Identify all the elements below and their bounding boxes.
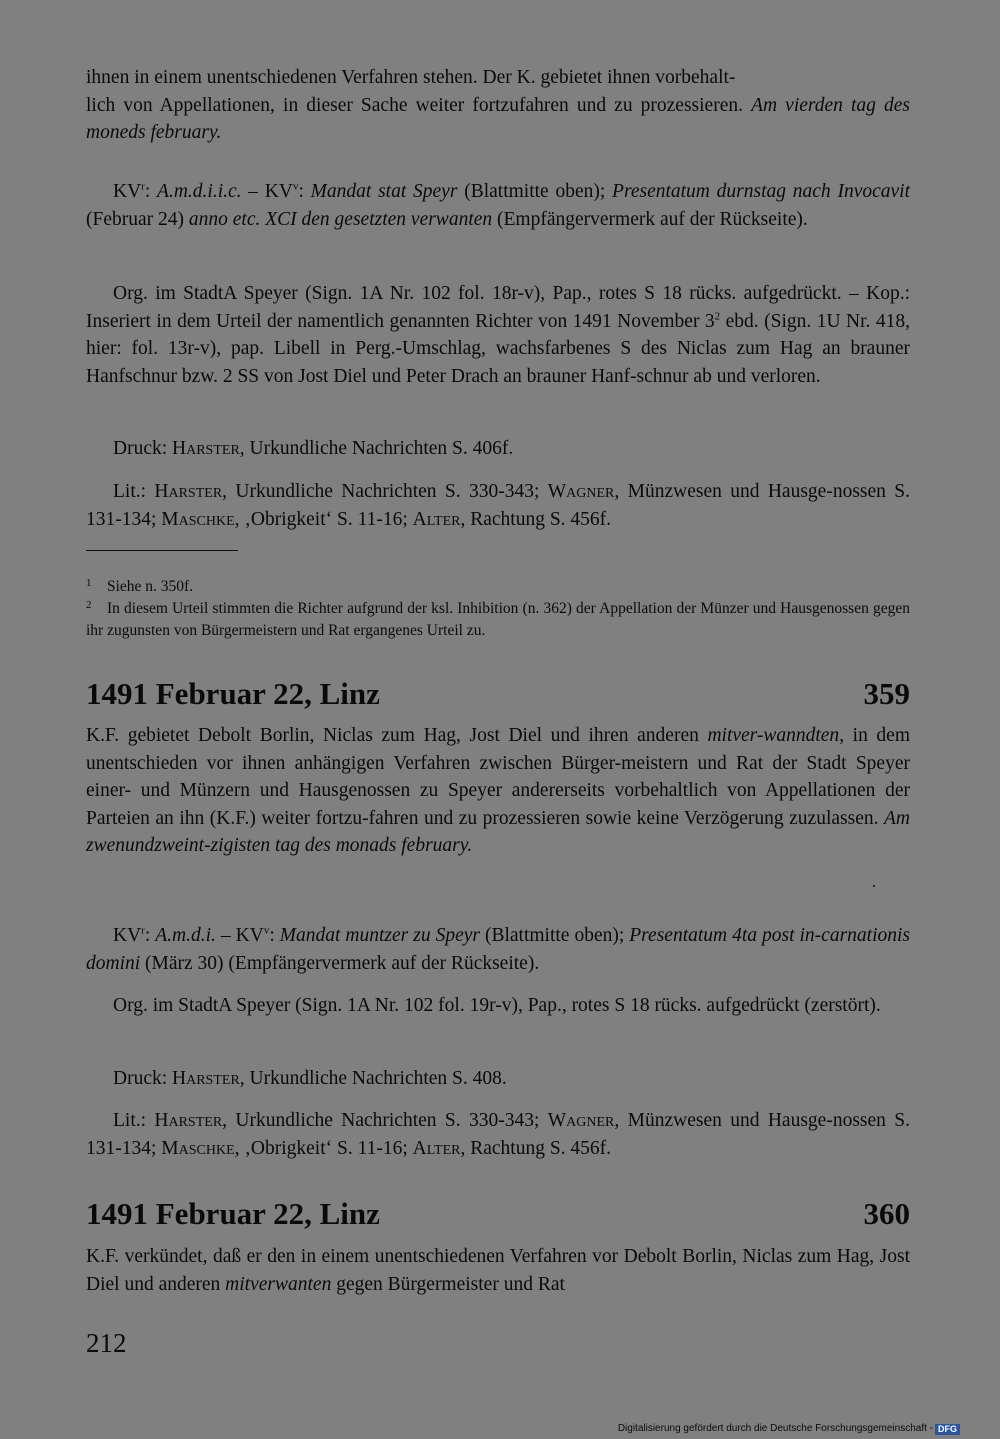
lit-author: Wagner <box>547 1110 615 1131</box>
lit-ref: , Rachtung S. 456f. <box>460 1137 612 1159</box>
lit-ref: , Rachtung S. 456f. <box>460 508 612 530</box>
dfg-credit-text: Digitalisierung gefördert durch die Deutsche Forschungsgemeinschaft - <box>617 1423 933 1434</box>
footnote-mark: 2 <box>86 599 92 611</box>
lit-label: Lit.: <box>113 481 155 502</box>
kv-recto-sup: r <box>141 180 145 193</box>
org-note-359 <box>86 992 910 1020</box>
footnote-2 <box>86 598 910 642</box>
page-number: 212 <box>86 1328 127 1358</box>
org-text-a: Org. im StadtA Speyer (Sign. 1A Nr. 102 fol. 18r-v), Pap., rotes S 18 rücks. aufgedrückt. – Kop.: Inseriert in dem Urteil der namentlich genannten Richter von 1491 November 3 <box>86 283 910 332</box>
kv-note-359: $KV^r$: A.m.d.i. – $KV^v$: Mandat muntzer zu Speyr (Blattmitte oben); Presentatum 4ta post in-carnationis domini (März 30) (Empfängervermerk auf der Rückseite). <box>86 924 911 974</box>
kv-recto-label: KV <box>113 181 142 202</box>
kv-verso-label: – KV <box>215 925 264 946</box>
entry-date-place: 1491 Februar 22, Linz <box>86 676 380 711</box>
druck-label: Druck: <box>113 438 173 459</box>
continuation-line-1: ihnen in einem unentschiedenen Verfahren stehen. Der K. gebietet ihnen vorbehalt- <box>86 67 736 88</box>
kv-recto-text: A.m.d.i.i.c. <box>157 181 242 202</box>
druck-ref: , Urkundliche Nachrichten S. 408. <box>239 1068 507 1089</box>
lit-author: Alter <box>412 1137 461 1159</box>
entry-heading-360 <box>86 1196 910 1232</box>
regest-date: Am zwenundzweint-zigisten tag des monads february. <box>86 807 910 856</box>
continuation-paragraph <box>86 64 910 147</box>
footnote-text: In diesem Urteil stimmten die Richter aufgrund der ksl. Inhibition (n. 362) der Appellation der Münzer und Hausgenossen gegen ihr zugunsten von Bürgermeistern und Rat ergangenes Urteil zu. <box>86 600 910 639</box>
lit-author: Wagner <box>547 481 615 502</box>
kv-verso-label: – KV <box>241 181 293 202</box>
lit-ref: , Münzwesen und Hausge-nossen S. 131-134; <box>86 1110 910 1159</box>
empfaenger-note: (März 30) (Empfängervermerk auf der Rückseite). <box>140 952 540 974</box>
anno-text: anno etc. XCI den gesetzten verwanten <box>188 208 493 230</box>
kv-verso-text: Mandat stat Speyr <box>310 181 458 202</box>
regest-quote: mitver-wanndten <box>707 725 840 746</box>
footnote-text: Siehe n. 350f. <box>107 578 194 595</box>
lit-ref: , ‚Obrigkeit‘ S. 11-16; <box>234 508 413 530</box>
footnote-ref-2[interactable]: 2 <box>714 310 721 322</box>
lit-author: Harster <box>154 481 223 502</box>
entry-359-regest <box>86 722 910 860</box>
kv-position: (Blattmitte oben); <box>457 181 613 202</box>
lit-ref: , Münzwesen und Hausge-nossen S. 131-134; <box>86 481 910 530</box>
scan-speck <box>873 885 875 887</box>
regest-text: gegen Bürgermeister und Rat <box>331 1273 565 1295</box>
kv-recto-sup: r <box>141 924 145 937</box>
footnote-separator <box>86 550 238 551</box>
lit-author: Maschke <box>161 508 235 530</box>
druck-note-358 <box>86 435 910 463</box>
footnote-1 <box>86 576 910 598</box>
kv-recto-label: KV <box>113 925 142 946</box>
lit-ref: , Urkundliche Nachrichten S. 330-343; <box>222 1110 548 1131</box>
lit-author: Maschke <box>161 1137 235 1159</box>
regest-text: , in dem unentschieden vor ihnen anhängigen Verfahren zwischen Bürger-meistern und Rat der Stadt Speyer einer- und Münzern und Hausgenossen zu Speyer andererseits vorbehaltlich von Appellationen der Parteien an ihn (K.F.) weiter fortzu-fahren und zu prozessieren sowie keine Verzögerung zuzulassen. <box>86 725 910 829</box>
kv-verso-sup: v <box>263 924 270 937</box>
druck-label: Druck: <box>113 1068 173 1089</box>
dfg-credit <box>618 1423 960 1435</box>
dfg-logo: DFG <box>935 1424 960 1435</box>
entry-heading-359 <box>86 676 910 712</box>
lit-note-358 <box>86 478 910 533</box>
org-note-358 <box>86 280 910 390</box>
entry-date-place: 1491 Februar 22, Linz <box>86 1196 380 1231</box>
kv-recto-text: A.m.d.i. <box>155 925 216 946</box>
presentatum-date: (Februar 24) <box>86 208 189 230</box>
regest-text: K.F. gebietet Debolt Borlin, Niclas zum Hag, Jost Diel und ihren anderen <box>86 725 708 746</box>
continuation-date: Am vierden tag des moneds february. <box>86 94 911 143</box>
empfaenger-note: (Empfängervermerk auf der Rückseite). <box>492 208 808 230</box>
entry-number: 359 <box>863 676 910 711</box>
kv-note-358: $KV^r$: A.m.d.i.i.c. – $KV^v$: Mandat stat Speyr (Blattmitte oben); Presentatum durnstag nach Invocavit (Februar 24) anno etc. XCI den gesetzten verwanten (Empfängervermerk auf der Rückseite). <box>86 180 910 230</box>
lit-label: Lit.: <box>113 1110 155 1131</box>
footnote-mark: 1 <box>86 577 92 589</box>
druck-author: Harster <box>172 1068 240 1089</box>
lit-note-359 <box>86 1107 910 1162</box>
lit-ref: , ‚Obrigkeit‘ S. 11-16; <box>234 1137 413 1159</box>
org-text-b: ebd. (Sign. 1U Nr. 418, hier: fol. 13r-v), pap. Libell in Perg.-Umschlag, wachsfarbenes S des Niclas zum Hag an brauner Hanfschnur bzw. 2 SS von Jost Diel und Peter Drach an brauner Hanf-schnur ab und verloren. <box>86 310 910 387</box>
kv-verso-text: Mandat muntzer zu Speyr <box>279 925 480 946</box>
org-text: Org. im StadtA Speyer (Sign. 1A Nr. 102 fol. 19r-v), Pap., rotes S 18 rücks. aufgedrückt (zerstört). <box>113 995 881 1016</box>
lit-ref: , Urkundliche Nachrichten S. 330-343; <box>222 481 548 502</box>
presentatum-text: Presentatum 4ta post in-carnationis domini <box>86 925 911 974</box>
lit-author: Harster <box>154 1110 223 1131</box>
druck-note-359 <box>86 1065 910 1093</box>
regest-quote: mitverwanten <box>225 1273 332 1295</box>
lit-author: Alter <box>412 508 461 530</box>
druck-author: Harster <box>172 438 240 459</box>
kv-verso-sup: v <box>292 180 299 193</box>
regest-text: K.F. verkündet, daß er den in einem unentschiedenen Verfahren vor Debolt Borlin, Niclas zum Hag, Jost Diel und anderen <box>86 1246 910 1295</box>
continuation-line-2: lich von Appellationen, in dieser Sache weiter fortzufahren und zu prozessieren. <box>86 94 743 116</box>
entry-360-regest <box>86 1243 910 1298</box>
druck-ref: , Urkundliche Nachrichten S. 406f. <box>239 438 514 459</box>
kv-position: (Blattmitte oben); <box>479 925 630 946</box>
presentatum-text: Presentatum durnstag nach Invocavit <box>612 181 910 202</box>
entry-number: 360 <box>863 1196 910 1231</box>
